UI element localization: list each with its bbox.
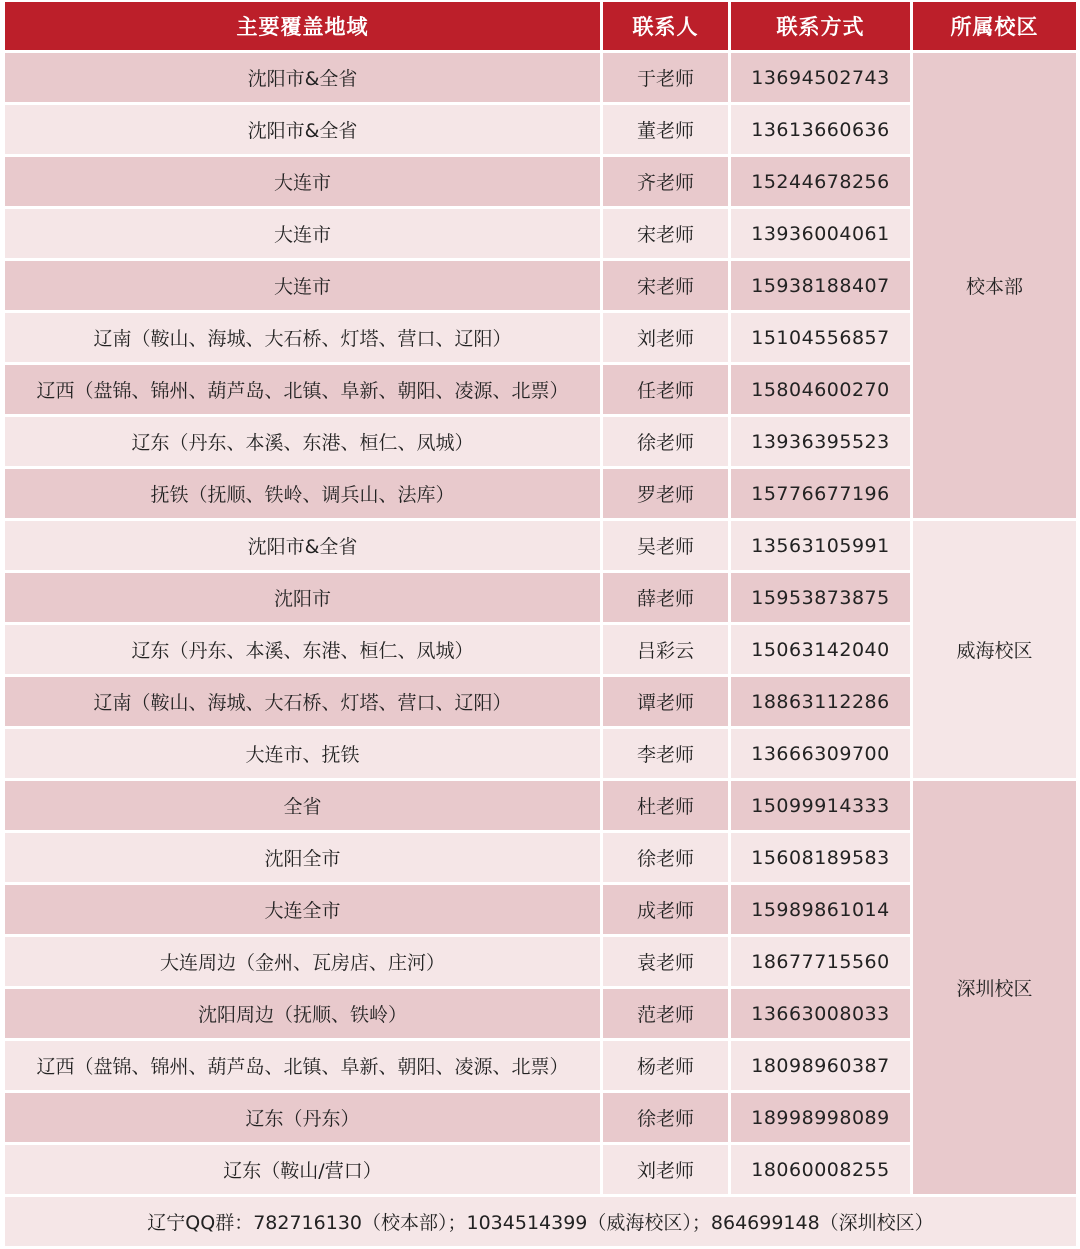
phone-cell: 13563105991	[730, 520, 912, 572]
campus-cell-main: 校本部	[912, 52, 1078, 520]
contact-cell: 罗老师	[602, 468, 730, 520]
header-region: 主要覆盖地域	[4, 2, 602, 52]
region-cell: 沈阳周边（抚顺、铁岭）	[4, 988, 602, 1040]
phone-cell: 18677715560	[730, 936, 912, 988]
phone-cell: 15989861014	[730, 884, 912, 936]
phone-cell: 15608189583	[730, 832, 912, 884]
table-row	[4, 780, 1078, 832]
footer-row	[4, 1196, 1078, 1248]
contact-cell: 杜老师	[602, 780, 730, 832]
header-campus: 所属校区	[912, 2, 1078, 52]
contact-cell: 齐老师	[602, 156, 730, 208]
phone-cell: 13936004061	[730, 208, 912, 260]
contact-table	[2, 2, 1079, 1249]
phone-cell: 13613660636	[730, 104, 912, 156]
contact-cell: 徐老师	[602, 416, 730, 468]
phone-cell: 15776677196	[730, 468, 912, 520]
phone-cell: 18098960387	[730, 1040, 912, 1092]
region-cell: 大连市	[4, 156, 602, 208]
region-cell: 辽西（盘锦、锦州、葫芦岛、北镇、阜新、朝阳、凌源、北票）	[4, 364, 602, 416]
contact-cell: 袁老师	[602, 936, 730, 988]
phone-cell: 18060008255	[730, 1144, 912, 1196]
region-cell: 辽南（鞍山、海城、大石桥、灯塔、营口、辽阳）	[4, 676, 602, 728]
region-cell: 全省	[4, 780, 602, 832]
contact-cell: 徐老师	[602, 832, 730, 884]
contact-cell: 谭老师	[602, 676, 730, 728]
header-row	[4, 2, 1078, 52]
contact-cell: 于老师	[602, 52, 730, 104]
contact-cell: 董老师	[602, 104, 730, 156]
region-cell: 大连市	[4, 208, 602, 260]
region-cell: 沈阳市&全省	[4, 104, 602, 156]
header-phone: 联系方式	[730, 2, 912, 52]
contact-cell: 宋老师	[602, 208, 730, 260]
phone-cell: 15063142040	[730, 624, 912, 676]
region-cell: 辽东（鞍山/营口）	[4, 1144, 602, 1196]
contact-cell: 吕彩云	[602, 624, 730, 676]
region-cell: 沈阳市&全省	[4, 52, 602, 104]
campus-cell-shenzhen: 深圳校区	[912, 780, 1078, 1196]
contact-cell: 徐老师	[602, 1092, 730, 1144]
phone-cell: 15953873875	[730, 572, 912, 624]
phone-cell: 15104556857	[730, 312, 912, 364]
phone-cell: 18998998089	[730, 1092, 912, 1144]
region-cell: 沈阳市	[4, 572, 602, 624]
phone-cell: 15244678256	[730, 156, 912, 208]
region-cell: 辽西（盘锦、锦州、葫芦岛、北镇、阜新、朝阳、凌源、北票）	[4, 1040, 602, 1092]
phone-cell: 15804600270	[730, 364, 912, 416]
contact-cell: 成老师	[602, 884, 730, 936]
contact-cell: 薛老师	[602, 572, 730, 624]
region-cell: 沈阳全市	[4, 832, 602, 884]
contact-cell: 杨老师	[602, 1040, 730, 1092]
region-cell: 大连周边（金州、瓦房店、庄河）	[4, 936, 602, 988]
contact-cell: 李老师	[602, 728, 730, 780]
header-contact: 联系人	[602, 2, 730, 52]
phone-cell: 15099914333	[730, 780, 912, 832]
region-cell: 抚铁（抚顺、铁岭、调兵山、法库）	[4, 468, 602, 520]
contact-cell: 刘老师	[602, 1144, 730, 1196]
qq-group-info: 辽宁QQ群：782716130（校本部）；1034514399（威海校区）；864699148（深圳校区）	[4, 1196, 1078, 1248]
phone-cell: 18863112286	[730, 676, 912, 728]
region-cell: 辽东（丹东、本溪、东港、桓仁、凤城）	[4, 416, 602, 468]
table-row	[4, 520, 1078, 572]
contact-cell: 任老师	[602, 364, 730, 416]
phone-cell: 15938188407	[730, 260, 912, 312]
region-cell: 大连市	[4, 260, 602, 312]
contact-cell: 范老师	[602, 988, 730, 1040]
region-cell: 辽东（丹东）	[4, 1092, 602, 1144]
phone-cell: 13694502743	[730, 52, 912, 104]
campus-cell-weihai: 威海校区	[912, 520, 1078, 780]
region-cell: 辽南（鞍山、海城、大石桥、灯塔、营口、辽阳）	[4, 312, 602, 364]
contact-cell: 吴老师	[602, 520, 730, 572]
phone-cell: 13663008033	[730, 988, 912, 1040]
phone-cell: 13936395523	[730, 416, 912, 468]
contact-cell: 宋老师	[602, 260, 730, 312]
region-cell: 辽东（丹东、本溪、东港、桓仁、凤城）	[4, 624, 602, 676]
contact-cell: 刘老师	[602, 312, 730, 364]
phone-cell: 13666309700	[730, 728, 912, 780]
region-cell: 大连市、抚铁	[4, 728, 602, 780]
table-row	[4, 52, 1078, 104]
region-cell: 大连全市	[4, 884, 602, 936]
region-cell: 沈阳市&全省	[4, 520, 602, 572]
